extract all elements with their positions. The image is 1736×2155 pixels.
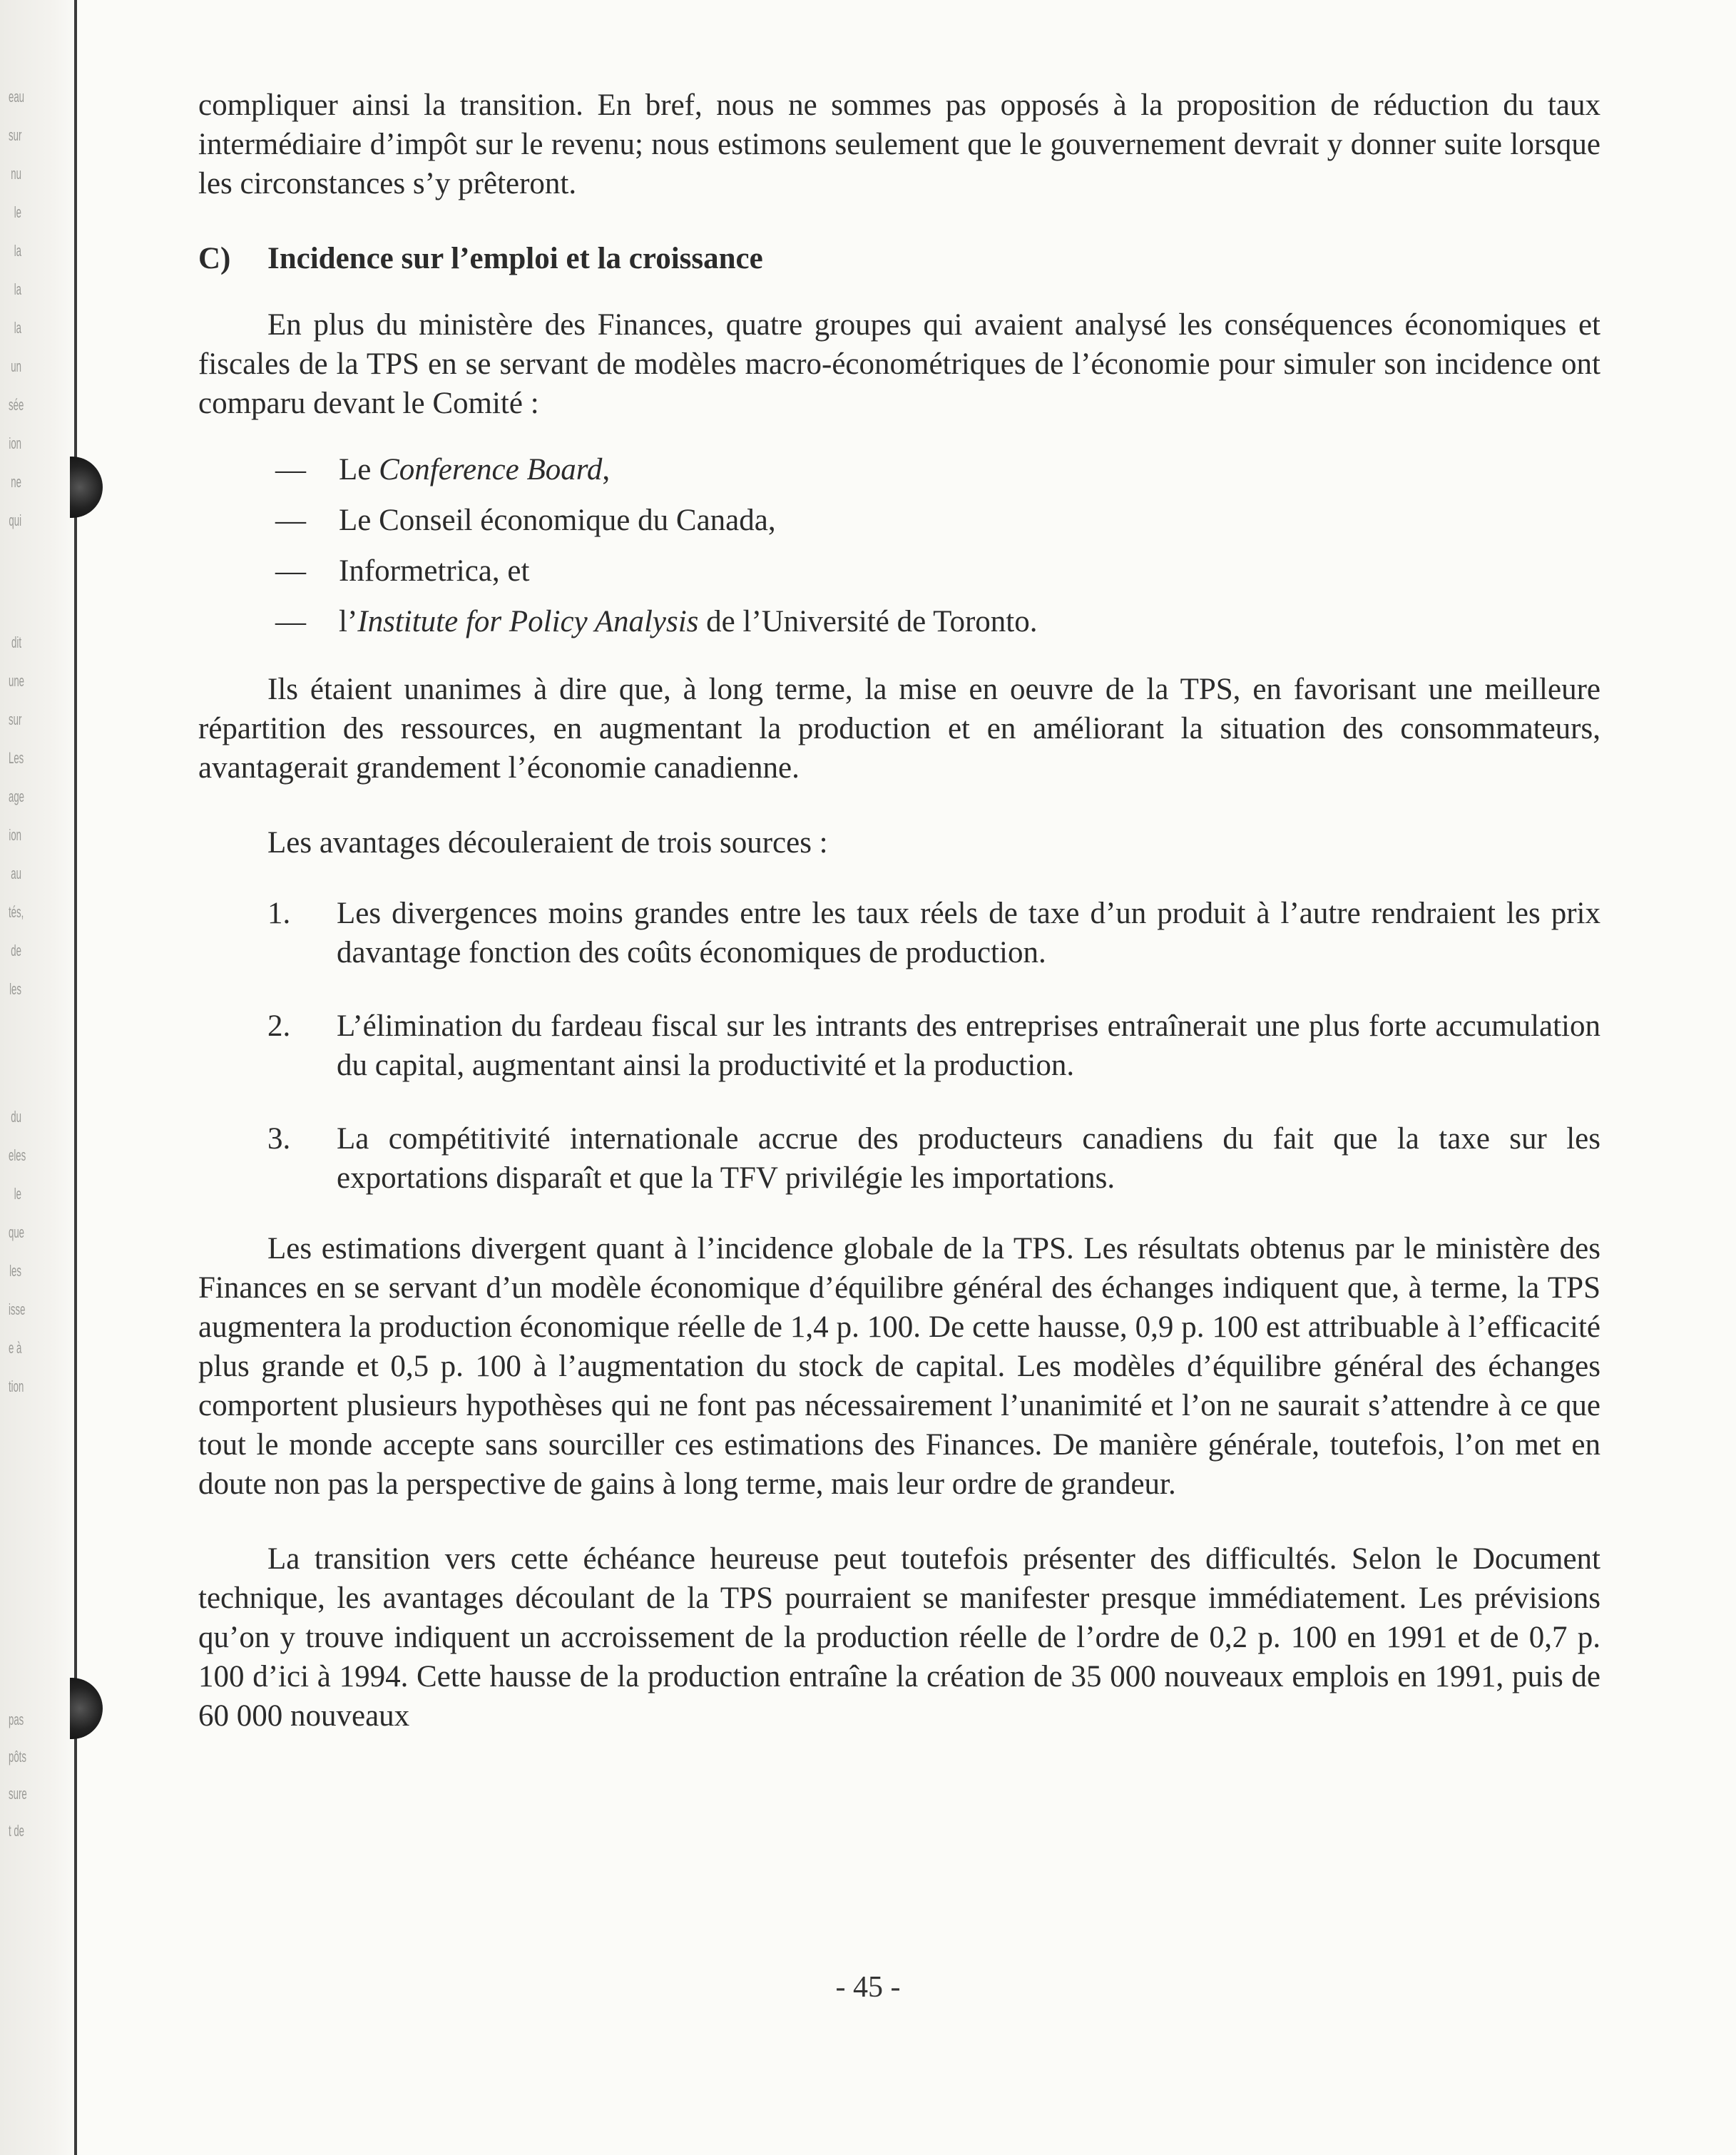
binding-edge <box>74 0 77 2155</box>
list-item <box>198 1119 1600 1198</box>
sources-list <box>198 894 1600 1198</box>
bleed-through-word: la <box>14 242 21 260</box>
sources-intro: Les avantages découleraient de trois sources : <box>267 826 828 860</box>
binding-hole-top <box>70 457 103 518</box>
list-number: 3. <box>267 1122 291 1156</box>
bleed-through-word: eles <box>9 1146 26 1164</box>
list-dash: — <box>275 554 306 588</box>
bleed-through-word: sure <box>9 1785 27 1803</box>
list-item <box>198 501 1600 540</box>
bleed-through-word: age <box>9 788 25 805</box>
bleed-through-word: tion <box>9 1377 24 1395</box>
bleed-through-word: au <box>11 865 21 882</box>
list-item-text: Informetrica, et <box>339 554 530 588</box>
transition-paragraph: La transition vers cette échéance heureuse peut toutefois présenter des difficultés. Selon le Document technique, les avantages découlant de la TPS pourraient se manifester presque immédiatement. Les prévisions qu’on y trouve indiquent un accroissement de la production réelle de l’ordre de 0,2 p. 100 en 1991 et de 0,7 p. 100 d’ici à 1994. Cette hausse de la production entraîne la création de 35 000 nouveaux emplois en 1991, puis de 60 000 nouveaux <box>198 1542 1600 1733</box>
bleed-through-word: les <box>9 1262 21 1280</box>
unanimous-paragraph: Ils étaient unanimes à dire que, à long terme, la mise en oeuvre de la TPS, en favorisant une meilleure répartition des ressources, en augmentant la production et en améliorant la situation des consommateurs, avantagerait grandement l’économie canadienne. <box>198 673 1600 785</box>
list-item <box>198 1007 1600 1085</box>
bleed-through-word: ne <box>11 473 21 491</box>
bleed-through-word: pôts <box>9 1748 26 1766</box>
list-item-text: Le Conseil économique du Canada, <box>339 504 776 537</box>
list-item <box>198 551 1600 591</box>
bleed-through-word: les <box>9 980 21 998</box>
groups-paragraph: En plus du ministère des Finances, quatre groupes qui avaient analysé les conséquences économiques et fiscales de la TPS en se servant de modèles macro-économétriques de l’économie pour simuler son incidence ont comparu devant le Comité : <box>198 308 1600 420</box>
bleed-through-word: une <box>9 672 25 690</box>
bleed-through-text-middle <box>0 633 25 1020</box>
bleed-through-word: que <box>9 1223 25 1241</box>
binding-hole-bottom <box>70 1678 103 1739</box>
page-number: - 45 - <box>835 1971 901 2004</box>
list-number: 1. <box>267 897 291 930</box>
bleed-through-word: nu <box>11 165 21 183</box>
bleed-through-word: t de <box>9 1822 25 1840</box>
bleed-through-word: tés, <box>9 903 24 921</box>
bleed-through-word: ion <box>9 826 21 844</box>
bleed-through-word: dit <box>11 633 21 651</box>
bleed-through-text-top <box>0 88 25 551</box>
bleed-through-word: e à <box>9 1339 22 1357</box>
list-item <box>198 602 1600 641</box>
bleed-through-word: le <box>14 1185 21 1203</box>
bleed-through-word: le <box>14 203 21 221</box>
list-item <box>198 894 1600 972</box>
estimates-paragraph: Les estimations divergent quant à l’incidence globale de la TPS. Les résultats obtenus par le ministère des Finances en se servant d’un modèle économique d’équilibre général des échanges indiquent que, à terme, la TPS augmentera la production économique réelle de 1,4 p. 100. De cette hausse, 0,9 p. 100 est attribuable à l’efficacité plus grande et 0,5 p. 100 à l’augmentation du stock de capital. Les modèles d’équilibre général des échanges comportent plusieurs hypothèses qui ne font pas nécessairement l’unanimité et l’on ne saurait s’attendre à ce que tout le monde accepte sans sourciller ces estimations des Finances. De manière générale, toutefois, l’on met en doute non pas la perspective de gains à long terme, mais leur ordre de grandeur. <box>198 1232 1600 1501</box>
list-item-text: Les divergences moins grandes entre les taux réels de taxe d’un produit à l’autre rendraient les prix davantage fonction des coûts économiques de production. <box>337 897 1600 969</box>
list-dash: — <box>275 504 306 537</box>
section-letter: C) <box>198 242 231 275</box>
bleed-through-word: pas <box>9 1711 24 1728</box>
bleed-through-word: un <box>11 357 21 375</box>
intro-paragraph: compliquer ainsi la transition. En bref, nous ne sommes pas opposés à la proposition de réduction du taux intermédiaire d’impôt sur le revenu; nous estimons seulement que le gouvernement devrait y donner suite lorsque les circonstances s’y prêteront. <box>198 88 1600 200</box>
bleed-through-word: sur <box>9 126 22 144</box>
list-item <box>198 450 1600 489</box>
bleed-through-word: sur <box>9 710 22 728</box>
list-item-text: l’Institute for Policy Analysis de l’Université de Toronto. <box>339 605 1038 638</box>
section-heading <box>198 239 1600 278</box>
list-dash: — <box>275 453 306 486</box>
bleed-through-word: eau <box>9 88 25 106</box>
bleed-through-word: du <box>11 1108 21 1126</box>
bleed-through-word: qui <box>9 511 21 529</box>
bleed-through-text-bottom <box>0 1711 27 1860</box>
bleed-through-text-lower <box>0 1108 26 1417</box>
list-number: 2. <box>267 1009 291 1043</box>
groups-list <box>198 450 1600 641</box>
list-item-text: La compétitivité internationale accrue des producteurs canadiens du fait que la taxe sur les exportations disparaît et que la TFV privilégie les importations. <box>337 1122 1600 1195</box>
bleed-through-word: de <box>11 942 21 959</box>
list-item-text: L’élimination du fardeau fiscal sur les intrants des entreprises entraînerait une plus forte accumulation du capital, augmentant ainsi la productivité et la production. <box>337 1009 1600 1082</box>
page-body <box>198 86 1600 1771</box>
bleed-through-word: sée <box>9 396 24 414</box>
section-title: Incidence sur l’emploi et la croissance <box>267 242 763 275</box>
bleed-through-word: ion <box>9 434 21 452</box>
list-dash: — <box>275 605 306 638</box>
bleed-through-word: Les <box>9 749 24 767</box>
bleed-through-word: la <box>14 280 21 298</box>
bleed-through-word: la <box>14 319 21 337</box>
bleed-through-word: isse <box>9 1300 26 1318</box>
list-item-text: Le Conference Board, <box>339 453 611 486</box>
